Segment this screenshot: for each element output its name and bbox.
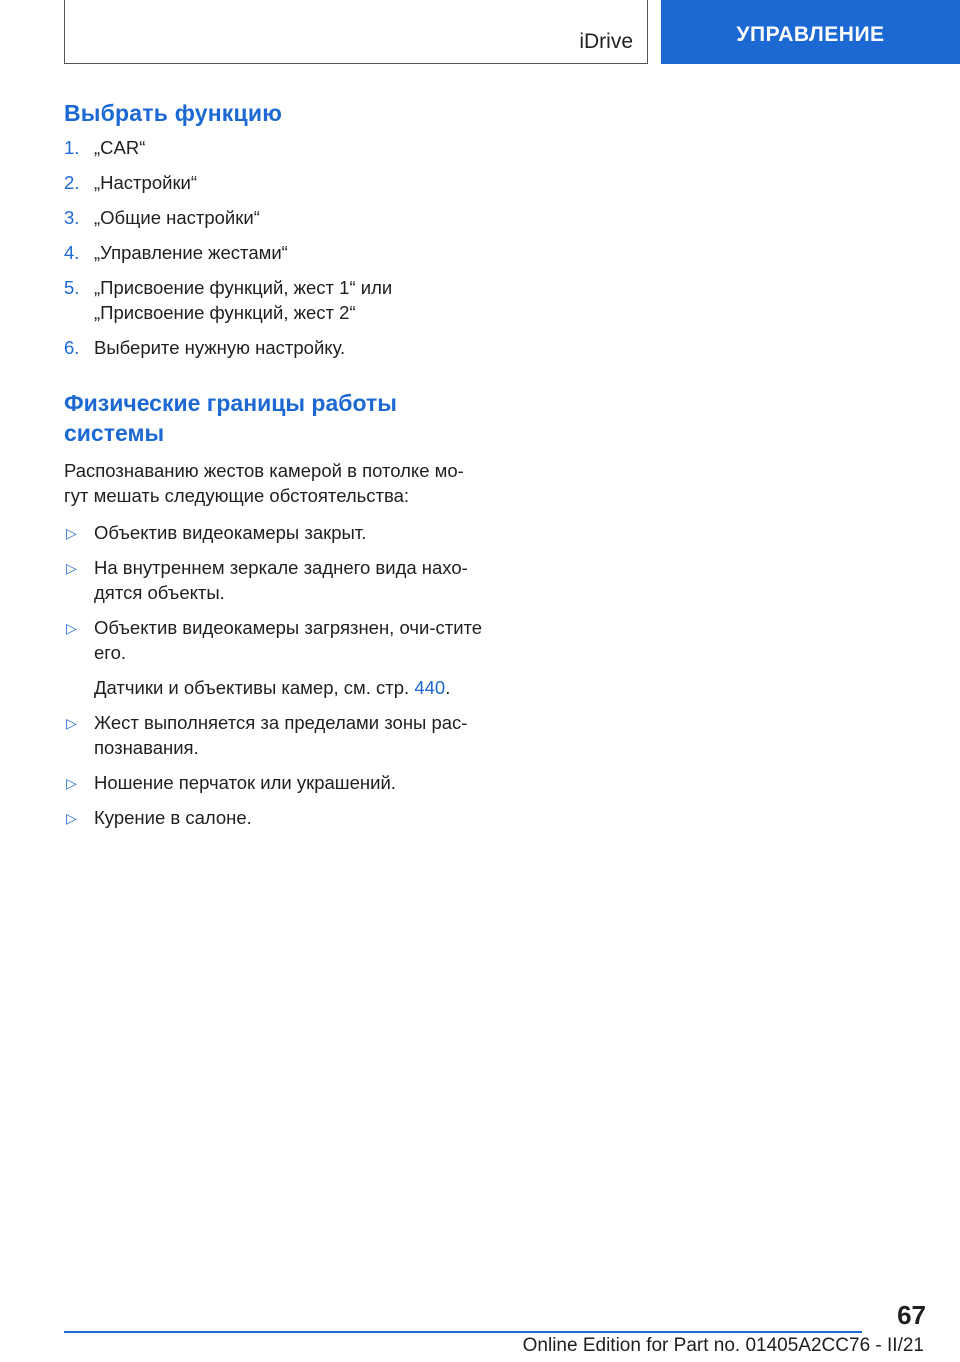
limit-text: На внутреннем зеркале заднего вида нахо-дятся объекты. bbox=[94, 557, 468, 603]
list-item bbox=[64, 555, 484, 605]
limits-list bbox=[64, 520, 484, 830]
select-function-heading: Выбрать функцию bbox=[64, 100, 283, 126]
list-item bbox=[64, 240, 484, 265]
limit-text: Ношение перчаток или украшений. bbox=[94, 772, 396, 793]
main-content bbox=[64, 100, 484, 840]
steps-list bbox=[64, 135, 484, 360]
step-number: 1. bbox=[64, 137, 80, 158]
step-number: 2. bbox=[64, 172, 80, 193]
limit-text: Объектив видеокамеры закрыт. bbox=[94, 522, 367, 543]
list-item bbox=[64, 170, 484, 195]
list-item bbox=[64, 275, 484, 325]
triangle-bullet-icon: ▷ bbox=[66, 715, 77, 731]
list-item bbox=[64, 805, 484, 830]
page-number: 67 bbox=[897, 1300, 926, 1330]
step-text: „Присвоение функций, жест 1“ или „Присвоение функций, жест 2“ bbox=[94, 277, 393, 323]
list-item bbox=[64, 135, 484, 160]
limits-intro: Распознаванию жестов камерой в потолке мо-гут мешать следующие обстоятельства: bbox=[64, 460, 464, 506]
page-reference-link[interactable]: 440 bbox=[414, 677, 446, 698]
cross-reference-note bbox=[94, 675, 484, 700]
triangle-bullet-icon: ▷ bbox=[66, 810, 77, 826]
list-item bbox=[64, 710, 484, 760]
list-item bbox=[64, 205, 484, 230]
limit-text: Жест выполняется за пределами зоны рас-познавания. bbox=[94, 712, 468, 758]
step-text: „Настройки“ bbox=[94, 172, 198, 193]
step-number: 4. bbox=[64, 242, 80, 263]
step-text: „CAR“ bbox=[94, 137, 146, 158]
limit-text: Курение в салоне. bbox=[94, 807, 252, 828]
step-text: „Управление жестами“ bbox=[94, 242, 288, 263]
step-number: 5. bbox=[64, 277, 80, 298]
step-text: „Общие настройки“ bbox=[94, 207, 260, 228]
triangle-bullet-icon: ▷ bbox=[66, 525, 77, 541]
step-number: 6. bbox=[64, 337, 80, 358]
triangle-bullet-icon: ▷ bbox=[66, 775, 77, 791]
header-section-title: iDrive bbox=[579, 30, 633, 53]
step-text: Выберите нужную настройку. bbox=[94, 337, 346, 358]
system-limits-heading: Физические границы работы системы bbox=[64, 390, 397, 446]
list-item bbox=[64, 520, 484, 545]
list-item bbox=[64, 335, 484, 360]
limit-text: Объектив видеокамеры загрязнен, очи-стите его. bbox=[94, 617, 483, 663]
triangle-bullet-icon: ▷ bbox=[66, 620, 77, 636]
header-frame bbox=[64, 0, 648, 64]
list-item bbox=[64, 770, 484, 795]
footer-divider bbox=[64, 1331, 862, 1333]
note-suffix: . bbox=[445, 677, 451, 698]
note-prefix: Датчики и объективы камер, см. стр. bbox=[94, 677, 410, 698]
footer-edition: Online Edition for Part no. 01405A2CC76 - II/21 bbox=[522, 1335, 924, 1356]
header-chapter-tab[interactable]: УПРАВЛЕНИЕ bbox=[661, 0, 960, 64]
list-item bbox=[64, 615, 484, 700]
step-number: 3. bbox=[64, 207, 80, 228]
triangle-bullet-icon: ▷ bbox=[66, 560, 77, 576]
